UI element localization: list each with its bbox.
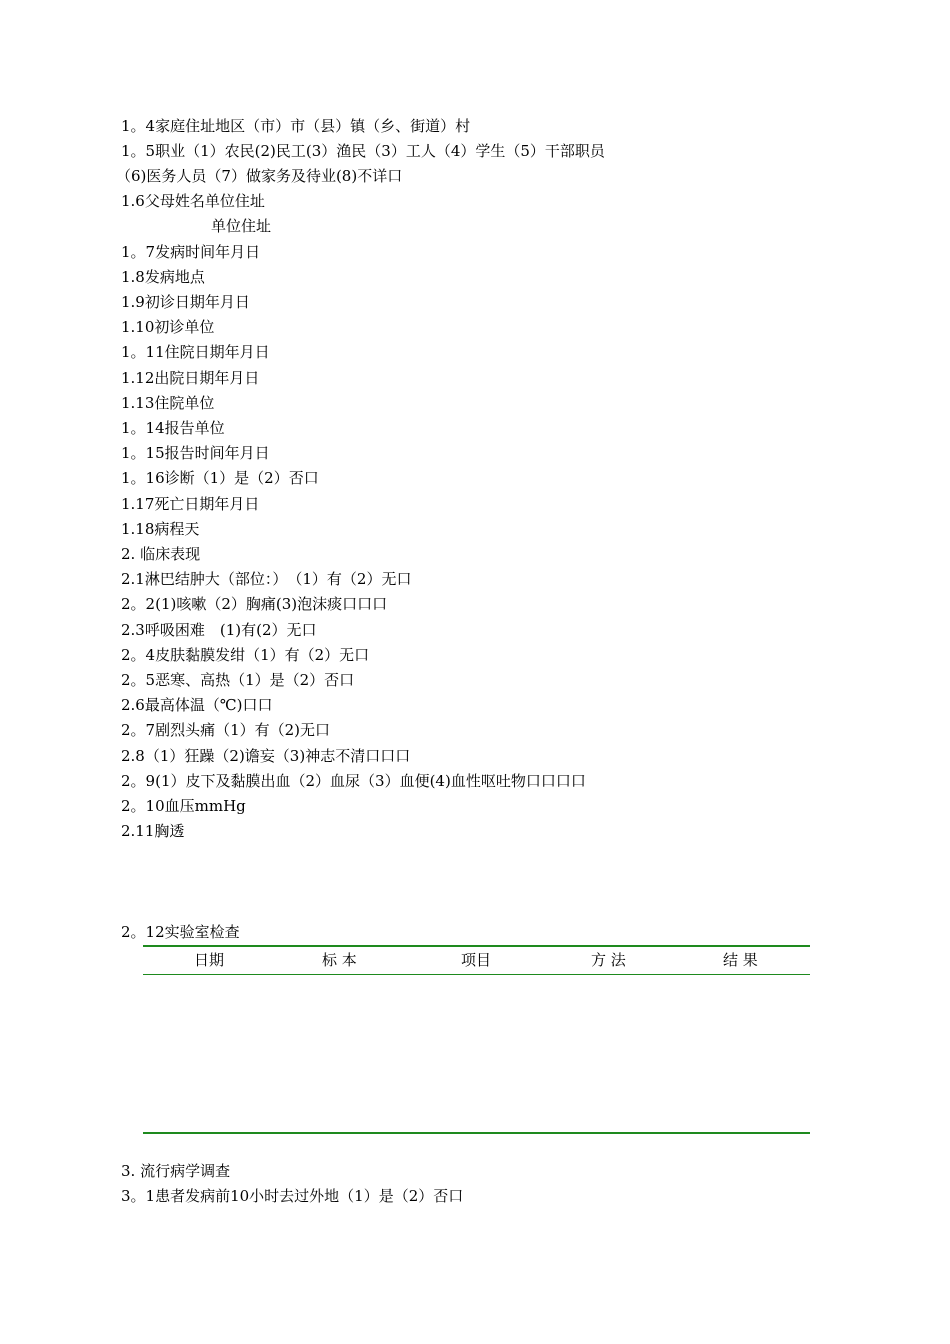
form-line: 1。5职业（1）农民(2)民工(3）渔民（3）工人（4）学生（5）干部职员	[121, 142, 605, 160]
form-line: 2。7剧烈头痛（1）有（2)无口	[121, 721, 331, 739]
section-heading: 3. 流行病学调查	[121, 1162, 231, 1180]
form-line: 2.1淋巴结肿大（部位：） （1）有（2）无口	[121, 570, 412, 588]
table-header-item: 项目	[461, 951, 492, 969]
form-line: 1.13住院单位	[121, 394, 215, 412]
form-line: 2。5恶寒、高热（1）是（2）否口	[121, 671, 355, 689]
table-bottom-rule	[143, 1132, 810, 1134]
form-line: 2.3呼吸困难 (1)有(2）无口	[121, 621, 317, 639]
form-line: 2。10血压mmHg	[121, 797, 246, 815]
form-line: （6)医务人员（7）做家务及待业(8)不详口	[116, 167, 403, 185]
form-line: 1.6父母姓名单位住址	[121, 192, 265, 210]
table-header-date: 日期	[194, 951, 225, 969]
section-heading: 2. 临床表现	[121, 545, 201, 563]
form-line: 1.18病程天	[121, 520, 200, 538]
form-line: 2。9(1）皮下及黏膜出血（2）血尿（3）血便(4)血性呕吐物口口口口	[121, 772, 586, 790]
form-line: 1.17死亡日期年月日	[121, 495, 260, 513]
table-top-rule	[143, 945, 810, 947]
form-line: 1.12出院日期年月日	[121, 369, 260, 387]
lab-title: 2。12实验室检查	[121, 923, 240, 941]
table-header-result: 结 果	[723, 951, 758, 969]
form-line: 1。14报告单位	[121, 419, 225, 437]
form-line: 1.10初诊单位	[121, 318, 215, 336]
table-header-rule	[143, 974, 810, 975]
form-line: 1。11住院日期年月日	[121, 343, 270, 361]
form-line: 1.8发病地点	[121, 268, 205, 286]
form-line: 2。4皮肤黏膜发绀（1）有（2）无口	[121, 646, 370, 664]
table-header-specimen: 标 本	[322, 951, 357, 969]
form-line: 2.11胸透	[121, 822, 185, 840]
form-line: 1。16诊断（1）是（2）否口	[121, 469, 319, 487]
form-line: 1。15报告时间年月日	[121, 444, 270, 462]
form-line: 1.9初诊日期年月日	[121, 293, 250, 311]
form-line: 1。7发病时间年月日	[121, 243, 261, 261]
form-line: 2.8（1）狂躁（2)谵妄（3)神志不清口口口	[121, 747, 411, 765]
form-line: 单位住址	[121, 217, 272, 235]
form-line: 3。1患者发病前10小时去过外地（1）是（2）否口	[121, 1187, 464, 1205]
form-line: 2.6最高体温（℃)口口	[121, 696, 273, 714]
form-line: 2。2(1)咳嗽（2）胸痛(3)泡沫痰口口口	[121, 595, 388, 613]
form-line: 1。4家庭住址地区（市）市（县）镇（乡、街道）村	[121, 117, 471, 135]
table-header-method: 方 法	[591, 951, 626, 969]
